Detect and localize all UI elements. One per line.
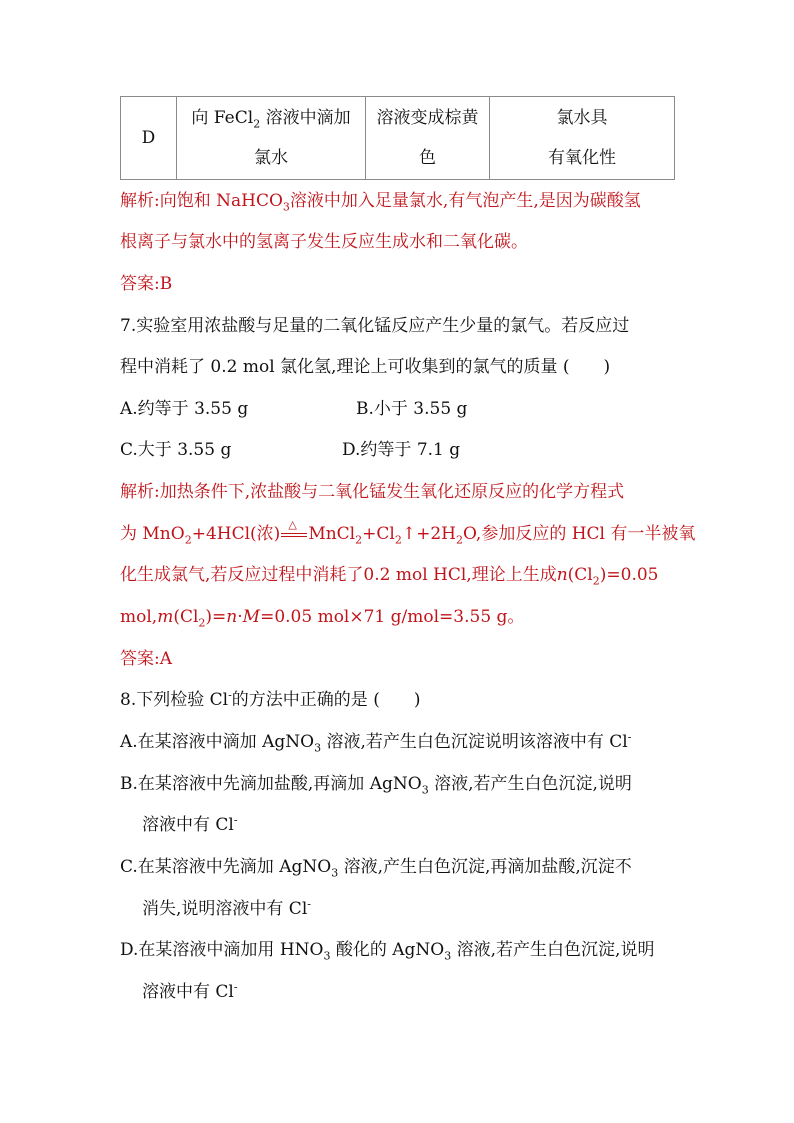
equation-text: 为 MnO <box>120 524 185 544</box>
q8-stem <box>120 688 420 712</box>
subscript: 3 <box>421 783 429 797</box>
cell-text: 氯水具 <box>556 108 608 128</box>
cell-text: 色 <box>419 148 436 168</box>
option-text: 溶液,若产生白色沉淀,说明 <box>428 774 632 794</box>
q7-answer: 答案:A <box>120 649 173 669</box>
superscript: - <box>233 813 238 827</box>
option-text: A.在某溶液中滴加 AgNO <box>120 732 315 752</box>
equation-text: MnCl <box>308 524 356 544</box>
subscript: 3 <box>331 866 339 880</box>
subscript: 2 <box>592 574 600 588</box>
options-table <box>120 96 675 180</box>
superscript: - <box>228 688 232 702</box>
q7-option-a: A.约等于 3.55 g <box>120 399 249 419</box>
analysis-text: O,参加反应的 HCl 有一半被氧 <box>462 524 696 544</box>
q8-option-d-line-2 <box>142 980 238 1004</box>
table-cell-operation <box>177 97 366 180</box>
superscript: - <box>233 980 238 994</box>
q7-analysis-line-1 <box>120 480 624 504</box>
q7-stem-line-1: 7.实验室用浓盐酸与足量的二氧化锰反应产生少量的氯气。若反应过 <box>120 316 630 336</box>
cell-text: 溶液变成棕黄 <box>376 108 479 128</box>
table-cell-conclusion <box>490 97 675 180</box>
option-text: C.在某溶液中先滴加 AgNO <box>120 857 332 877</box>
q7-analysis-line-2 <box>120 517 696 547</box>
option-letter: D <box>141 128 156 148</box>
q7-option-b: B.小于 3.55 g <box>356 399 468 419</box>
table-row <box>121 97 675 180</box>
cell-text: 氯水 <box>254 148 288 168</box>
superscript: - <box>627 730 632 744</box>
option-text: 溶液,若产生白色沉淀说明该溶液中有 Cl <box>321 732 628 752</box>
q7-option-c: C.大于 3.55 g <box>120 440 232 460</box>
subscript: 2 <box>198 616 206 630</box>
option-text: 溶液,若产生白色沉淀,说明 <box>451 940 655 960</box>
q8-option-a <box>120 730 631 754</box>
option-text: 溶液中有 Cl <box>142 815 234 835</box>
option-text: 酸化的 AgNO <box>330 940 445 960</box>
cell-text: 向 FeCl <box>191 108 254 128</box>
option-text: 溶液,产生白色沉淀,再滴加盐酸,沉淀不 <box>338 857 632 877</box>
variable-M: M <box>242 607 261 627</box>
question-text: 的方法中正确的是 ( ) <box>231 690 421 710</box>
subscript: 2 <box>355 533 363 547</box>
q7-analysis-line-4 <box>120 605 524 629</box>
cell-text: 有氧化性 <box>548 148 616 168</box>
analysis-text: · <box>237 607 243 627</box>
q7-option-d: D.约等于 7.1 g <box>342 440 461 460</box>
q6-analysis-line-2: 根离子与氯水中的氢离子发生反应生成水和二氧化碳。 <box>120 232 528 252</box>
analysis-text: 加热条件下,浓盐酸与二氧化锰发生氧化还原反应的化学方程式 <box>159 482 625 502</box>
option-text: 溶液中有 Cl <box>142 982 234 1002</box>
q8-option-b <box>120 772 632 796</box>
analysis-text: )=0.05 <box>599 565 659 585</box>
equation-text: ↑+2H <box>401 524 456 544</box>
variable-m: m <box>157 607 174 627</box>
subscript: 2 <box>184 533 192 547</box>
subscript: 2 <box>253 117 261 131</box>
analysis-label: 解析: <box>120 482 160 502</box>
subscript: 2 <box>394 533 402 547</box>
q6-analysis-line-1 <box>120 189 641 213</box>
subscript: 3 <box>314 741 322 755</box>
analysis-text: 化生成氯气,若反应过程中消耗了0.2 mol HCl,理论上生成 <box>120 565 557 585</box>
analysis-text: =0.05 mol×71 g/mol=3.55 g。 <box>260 607 525 627</box>
subscript: 3 <box>444 949 452 963</box>
option-text: D.在某溶液中滴加用 HNO <box>120 940 324 960</box>
superscript: - <box>307 897 311 911</box>
q8-option-d <box>120 938 654 962</box>
q8-option-b-line-2 <box>142 813 238 837</box>
analysis-text: (Cl <box>567 565 593 585</box>
subscript: 3 <box>282 200 290 214</box>
cell-text: 溶液中滴加 <box>260 108 351 128</box>
subscript: 2 <box>455 533 463 547</box>
analysis-text: )= <box>205 607 227 627</box>
q7-stem-line-2: 程中消耗了 0.2 mol 氯化氢,理论上可收集到的氯气的质量 ( ) <box>120 357 611 377</box>
table-cell-option <box>121 97 177 180</box>
table-cell-phenomenon <box>366 97 490 180</box>
option-text: B.在某溶液中先滴加盐酸,再滴加 AgNO <box>120 774 422 794</box>
q7-analysis-line-3 <box>120 563 658 587</box>
option-text: 消失,说明溶液中有 Cl <box>142 899 308 919</box>
equation-text: +Cl <box>362 524 395 544</box>
q6-answer: 答案:B <box>120 274 173 294</box>
analysis-text: mol, <box>120 607 158 627</box>
heating-condition-symbol <box>281 517 307 542</box>
subscript: 3 <box>323 949 331 963</box>
analysis-text: 向饱和 NaHCO <box>159 191 283 211</box>
analysis-text: (Cl <box>173 607 199 627</box>
variable-n: n <box>226 607 238 627</box>
q8-option-c <box>120 855 632 879</box>
analysis-label: 解析: <box>120 191 160 211</box>
heat-icon: △ <box>288 517 297 531</box>
analysis-text: 溶液中加入足量氯水,有气泡产生,是因为碳酸氢 <box>289 191 641 211</box>
q8-option-c-line-2 <box>142 897 311 921</box>
equation-text: +4HCl(浓) <box>191 524 281 544</box>
question-text: 8.下列检验 Cl <box>120 690 229 710</box>
variable-n: n <box>556 565 568 585</box>
